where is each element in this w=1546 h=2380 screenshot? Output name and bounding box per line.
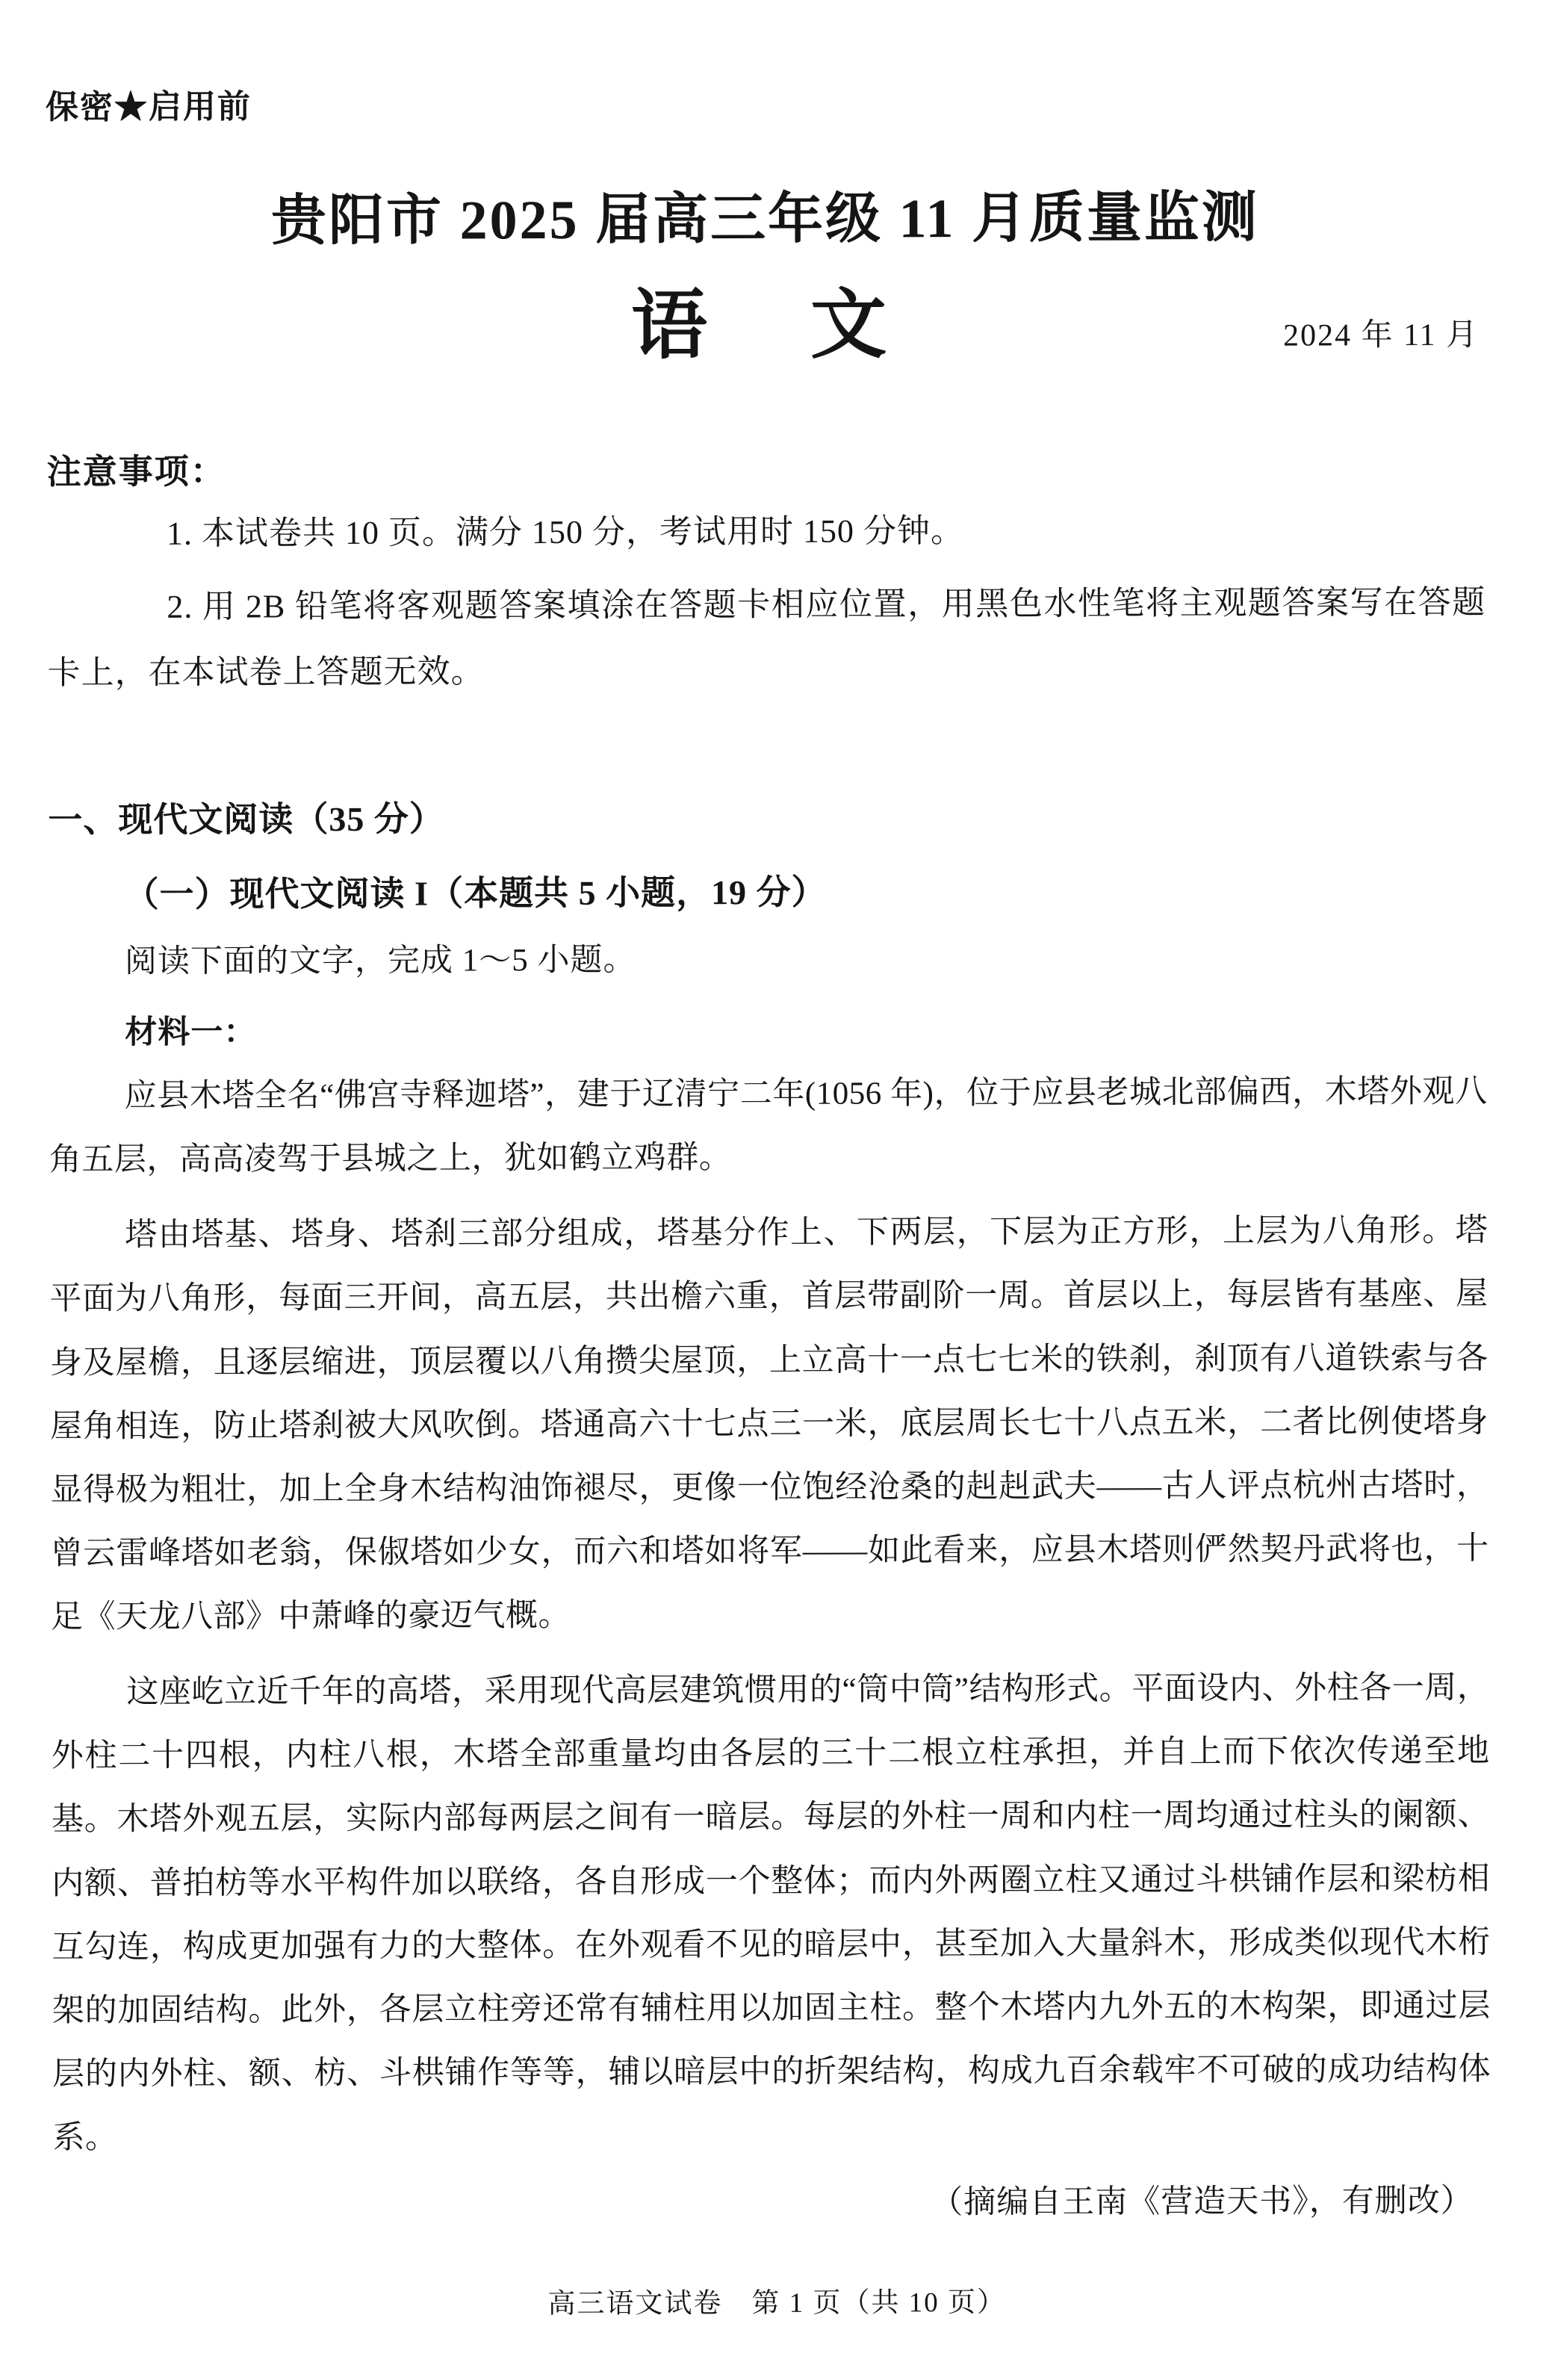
security-notice: 保密★启用前 [45, 88, 252, 126]
passage-paragraph-2: 塔由塔基、塔身、塔刹三部分组成，塔基分作上、下两层，下层为正方形，上层为八角形。塔平面为八角形，每面三开间，高五层，共出檐六重，首层带副阶一周。首层以上，每层皆有基座、屋身及屋檐，且逐层缩进，顶层覆以八角攒尖屋顶，上立高十一点七七米的铁刹，刹顶有八道铁索与各屋角相连，防止塔刹被大风吹倒。塔通高六十七点三一米，底层周长七十八点五米，二者比例使塔身显得极为粗壮，加上全身木结构油饰褪尽，更像一位饱经沧桑的赳赳武夫——古人评点杭州古塔时，曾云雷峰塔如老翁，保俶塔如少女，而六和塔如将军——如此看来，应县木塔则俨然契丹武将也，十足《天龙八部》中萧峰的豪迈气概。 [49, 1212, 1489, 1635]
passage-attribution: （摘编自王南《营造天书》，有删改） [931, 2183, 1474, 2221]
exam-subject: 语 文 [630, 283, 901, 369]
subpart-heading: （一）现代文阅读 I（本题共 5 小题，19 分） [124, 873, 827, 914]
passage-paragraph-3: 这座屹立近千年的高塔，采用现代高层建筑惯用的“筒中筒”结构形式。平面设内、外柱各一周，外柱二十四根，内柱八根，木塔全部重量均由各层的三十二根立柱承担，并自上而下依次传递至地基。木塔外观五层，实际内部每两层之间有一暗层。每层的外柱一周和内柱一周均通过柱头的阑额、内额、普拍枋等水平构件加以联络，各自形成一个整体；而内外两圈立柱又通过斗栱铺作层和梁枋相互勾连，构成更加强有力的大整体。在外观看不见的暗层中，甚至加入大量斜木，形成类似现代木桁架的加固结构。此外，各层立柱旁还常有辅柱用以加固主柱。整个木塔内九外五的木构架，即通过层层的内外柱、额、枋、斗栱铺作等等，辅以暗层中的折架结构，构成九百余载牢不可破的成功结构体系。 [51, 1670, 1491, 2156]
material-label: 材料一： [125, 1014, 257, 1051]
section-block [48, 788, 1487, 1053]
notices-heading: 注意事项： [46, 452, 226, 492]
notice-item-1: 1. 本试卷共 10 页。满分 150 分，考试用时 150 分钟。 [166, 512, 965, 552]
notice-item-2: 2. 用 2B 铅笔将客观题答案填涂在答题卡相应位置，用黑色水性笔将主观题答案写在答题卡上，在本试卷上答题无效。 [47, 583, 1486, 692]
reading-instruction: 阅读下面的文字，完成 1～5 小题。 [124, 942, 636, 980]
notices-block [47, 440, 1486, 707]
page-footer: 高三语文试卷 第 1 页（共 10 页） [547, 2287, 1007, 2320]
exam-date: 2024 年 11 月 [1282, 317, 1480, 353]
passage-paragraph-1: 应县木塔全名“佛宫寺释迦塔”，建于辽清宁二年(1056 年)，位于应县老城北部偏西，木塔外观八角五层，高高凌驾于县城之上，犹如鹤立鸡群。 [49, 1073, 1488, 1178]
passage-text [49, 1060, 1491, 2226]
part-heading: 一、现代文阅读（35 分） [48, 799, 444, 840]
exam-title: 贵阳市 2025 届高三年级 11 月质量监测 [270, 187, 1260, 252]
